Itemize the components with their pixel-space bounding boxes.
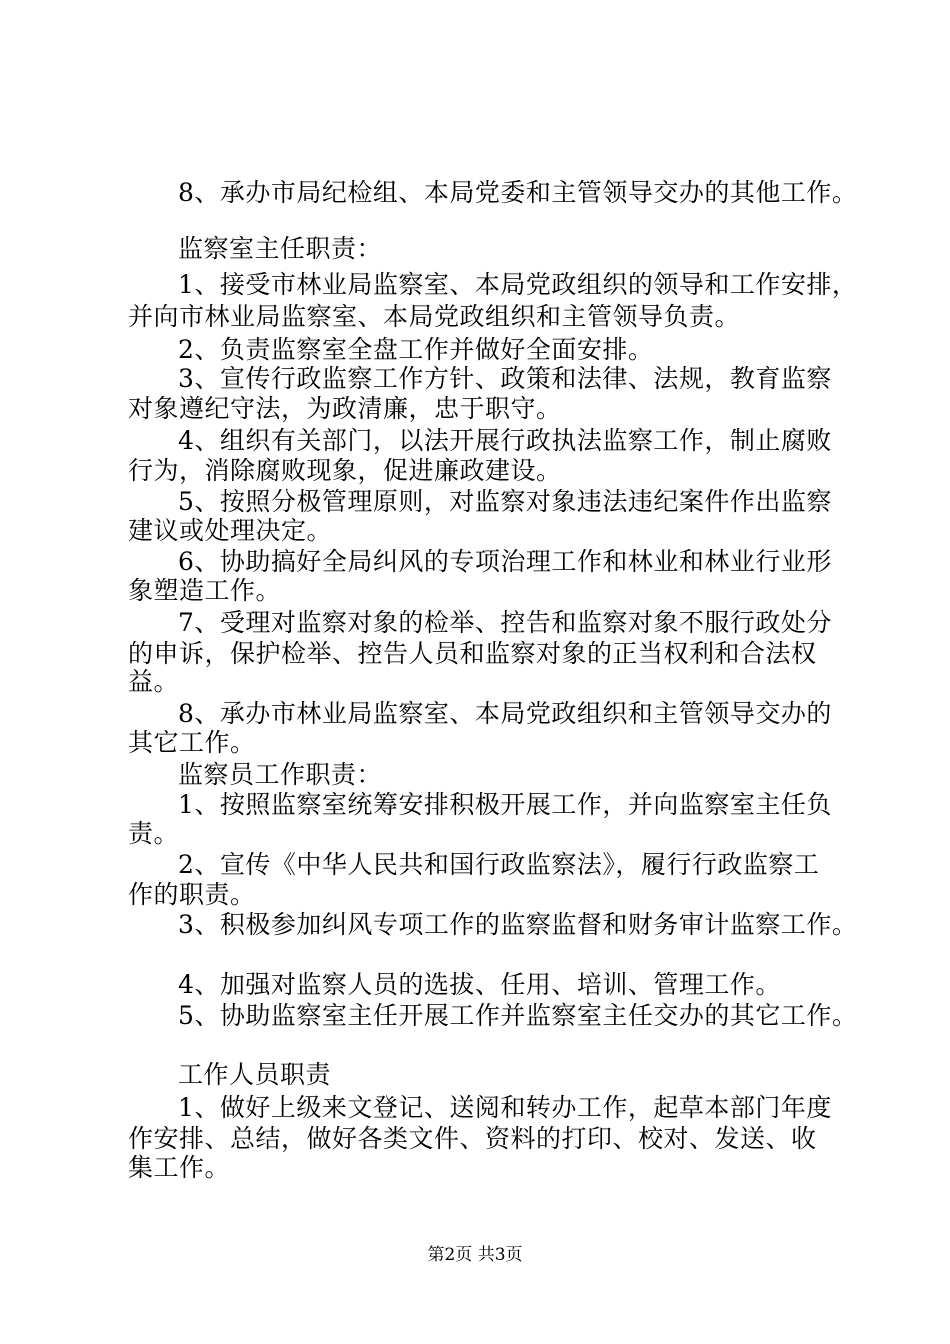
paragraph-line: 2、负责监察室全盘工作并做好全面安排。 — [178, 335, 654, 364]
section-heading: 监察员工作职责： — [178, 760, 383, 789]
paragraph-line: 3、宣传行政监察工作方针、政策和法律、法规，教育监察 — [178, 364, 832, 393]
paragraph-line: 建议或处理决定。 — [128, 516, 333, 545]
paragraph-line: 1、接受市林业局监察室、本局党政组织的领导和工作安排， — [178, 270, 858, 299]
paragraph-line: 责。 — [128, 819, 180, 848]
paragraph-line: 2、宣传《中华人民共和国行政监察法》，履行行政监察工 — [178, 850, 820, 879]
paragraph-line: 5、协助监察室主任开展工作并监察室主任交办的其它工作。 — [178, 1001, 858, 1030]
paragraph-line: 对象遵纪守法，为政清廉，忠于职守。 — [128, 394, 562, 423]
paragraph-line: 1、做好上级来文登记、送阅和转办工作，起草本部门年度 — [178, 1093, 832, 1122]
paragraph-line: 1、按照监察室统筹安排积极开展工作，并向监察室主任负 — [178, 790, 832, 819]
section-heading: 监察室主任职责： — [178, 234, 383, 263]
paragraph-line: 3、积极参加纠风专项工作的监察监督和财务审计监察工作。 — [178, 910, 858, 939]
paragraph-line: 作安排、总结，做好各类文件、资料的打印、校对、发送、收 — [128, 1124, 817, 1153]
page-number-footer: 第2页 共3页 — [427, 1245, 523, 1265]
paragraph-line: 行为，消除腐败现象，促进廉政建设。 — [128, 456, 562, 485]
paragraph-line: 5、按照分极管理原则，对监察对象违法违纪案件作出监察 — [178, 487, 832, 516]
paragraph-line: 8、承办市林业局监察室、本局党政组织和主管领导交办的 — [178, 699, 832, 728]
paragraph-line: 益。 — [128, 667, 180, 696]
paragraph-line: 其它工作。 — [128, 728, 256, 757]
section-heading: 工作人员职责 — [178, 1060, 332, 1089]
paragraph-line: 4、组织有关部门，以法开展行政执法监察工作，制止腐败 — [178, 426, 832, 455]
paragraph-line: 象塑造工作。 — [128, 576, 282, 605]
paragraph-line: 4、加强对监察人员的选拔、任用、培训、管理工作。 — [178, 970, 781, 999]
paragraph-line: 6、协助搞好全局纠风的专项治理工作和林业和林业行业形 — [178, 547, 832, 576]
paragraph-line: 7、受理对监察对象的检举、控告和监察对象不服行政处分 — [178, 608, 832, 637]
paragraph-line: 作的职责。 — [128, 880, 256, 909]
paragraph-line: 的申诉，保护检举、控告人员和监察对象的正当权利和合法权 — [128, 639, 817, 668]
paragraph-line: 集工作。 — [128, 1153, 231, 1182]
paragraph-line: 8、承办市局纪检组、本局党委和主管领导交办的其他工作。 — [178, 178, 858, 207]
paragraph-line: 并向市林业局监察室、本局党政组织和主管领导负责。 — [128, 302, 741, 331]
